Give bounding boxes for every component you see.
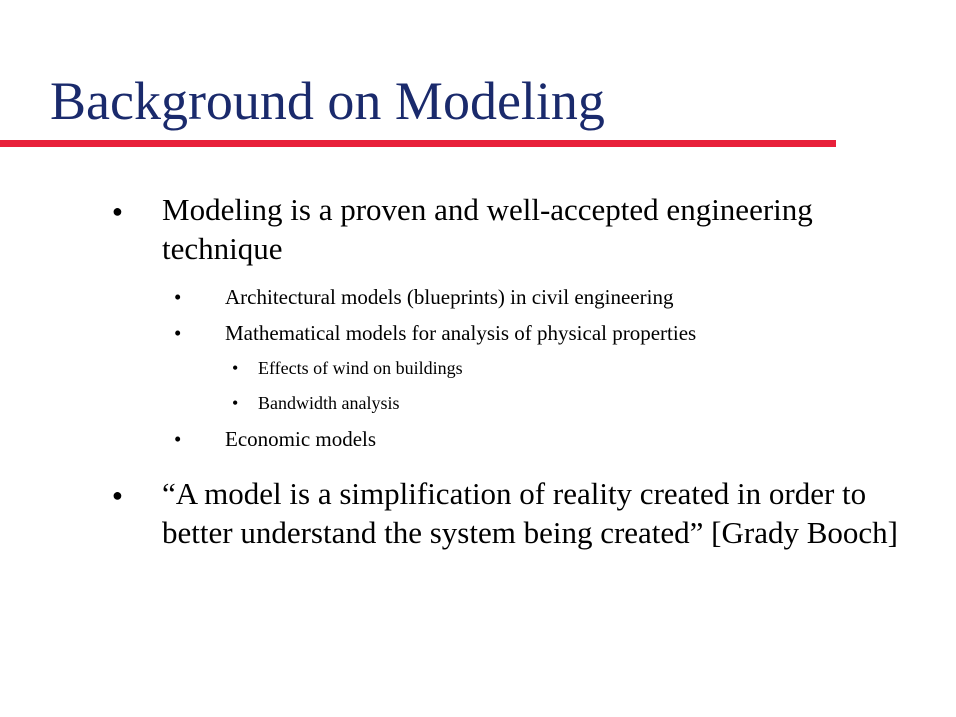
- sub-bullet-point: [174, 284, 674, 310]
- bullet-marker-icon: ●: [112, 485, 123, 505]
- sub-sub-bullet-marker-icon: •: [232, 358, 239, 378]
- sub-bullet-text: Mathematical models for analysis of physical properties: [225, 321, 697, 345]
- bullet-point: [112, 474, 902, 552]
- bullet-marker-icon: ●: [112, 201, 123, 221]
- sub-sub-bullet-text: Bandwidth analysis: [258, 393, 400, 413]
- sub-sub-bullet-text: Effects of wind on buildings: [258, 358, 463, 378]
- bullet-point: [112, 190, 902, 268]
- sub-bullet-point: [174, 320, 697, 346]
- sub-bullet-point: [174, 426, 377, 452]
- sub-sub-bullet-marker-icon: •: [232, 393, 239, 413]
- bullet-text: Modeling is a proven and well-accepted engineering technique: [162, 192, 813, 266]
- sub-bullet-marker-icon: •: [174, 285, 182, 309]
- sub-bullet-marker-icon: •: [174, 321, 182, 345]
- sub-sub-bullet-point: [232, 391, 400, 415]
- sub-bullet-text: Economic models: [225, 427, 377, 451]
- slide-title: Background on Modeling: [50, 71, 605, 131]
- sub-bullet-text: Architectural models (blueprints) in civil engineering: [225, 285, 674, 309]
- title-underline: [0, 140, 836, 147]
- sub-bullet-marker-icon: •: [174, 427, 182, 451]
- bullet-text: “A model is a simplification of reality created in order to better understand the system being created” [Grady Booch]: [162, 476, 898, 550]
- sub-sub-bullet-point: [232, 356, 463, 380]
